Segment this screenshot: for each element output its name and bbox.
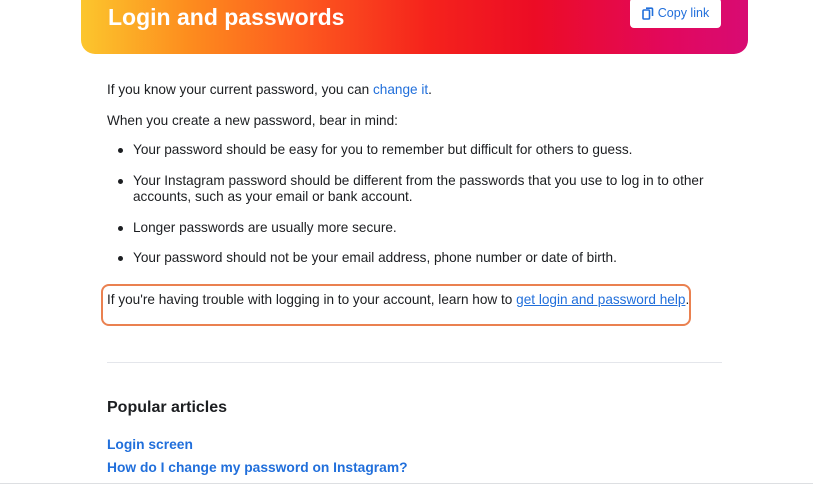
copy-icon <box>642 7 654 20</box>
intro-text-end: . <box>428 82 432 97</box>
article-header-banner <box>81 0 748 54</box>
list-item: Your password should be easy for you to remember but difficult for others to guess. <box>133 142 733 159</box>
trouble-text: If you're having trouble with logging in to your account, learn how to <box>107 292 517 307</box>
trouble-text-end: . <box>685 292 690 307</box>
copy-link-label: Copy link <box>657 6 710 20</box>
page-bottom-divider <box>0 483 813 484</box>
copy-link-button[interactable] <box>630 0 721 28</box>
guidance-lead: When you create a new password, bear in mind: <box>107 113 398 128</box>
list-item: Your Instagram password should be different from the passwords that you use to log in to other accounts, such as your email or bank account. <box>133 173 733 206</box>
page-title: Login and passwords <box>108 4 345 30</box>
popular-article-link[interactable]: How do I change my password on Instagram? <box>107 460 408 475</box>
change-password-link[interactable]: change it <box>372 82 429 97</box>
password-tips-list <box>107 142 733 281</box>
popular-articles-heading: Popular articles <box>107 399 228 416</box>
list-item: Your password should not be your email address, phone number or date of birth. <box>133 250 733 267</box>
intro-text: If you know your current password, you can <box>107 82 373 97</box>
list-item: Longer passwords are usually more secure. <box>133 220 733 237</box>
popular-article-link[interactable]: Login screen <box>107 437 193 452</box>
login-help-link[interactable]: get login and password help <box>516 292 686 307</box>
intro-paragraph <box>107 81 432 98</box>
trouble-paragraph <box>107 291 693 308</box>
section-divider <box>107 362 722 363</box>
